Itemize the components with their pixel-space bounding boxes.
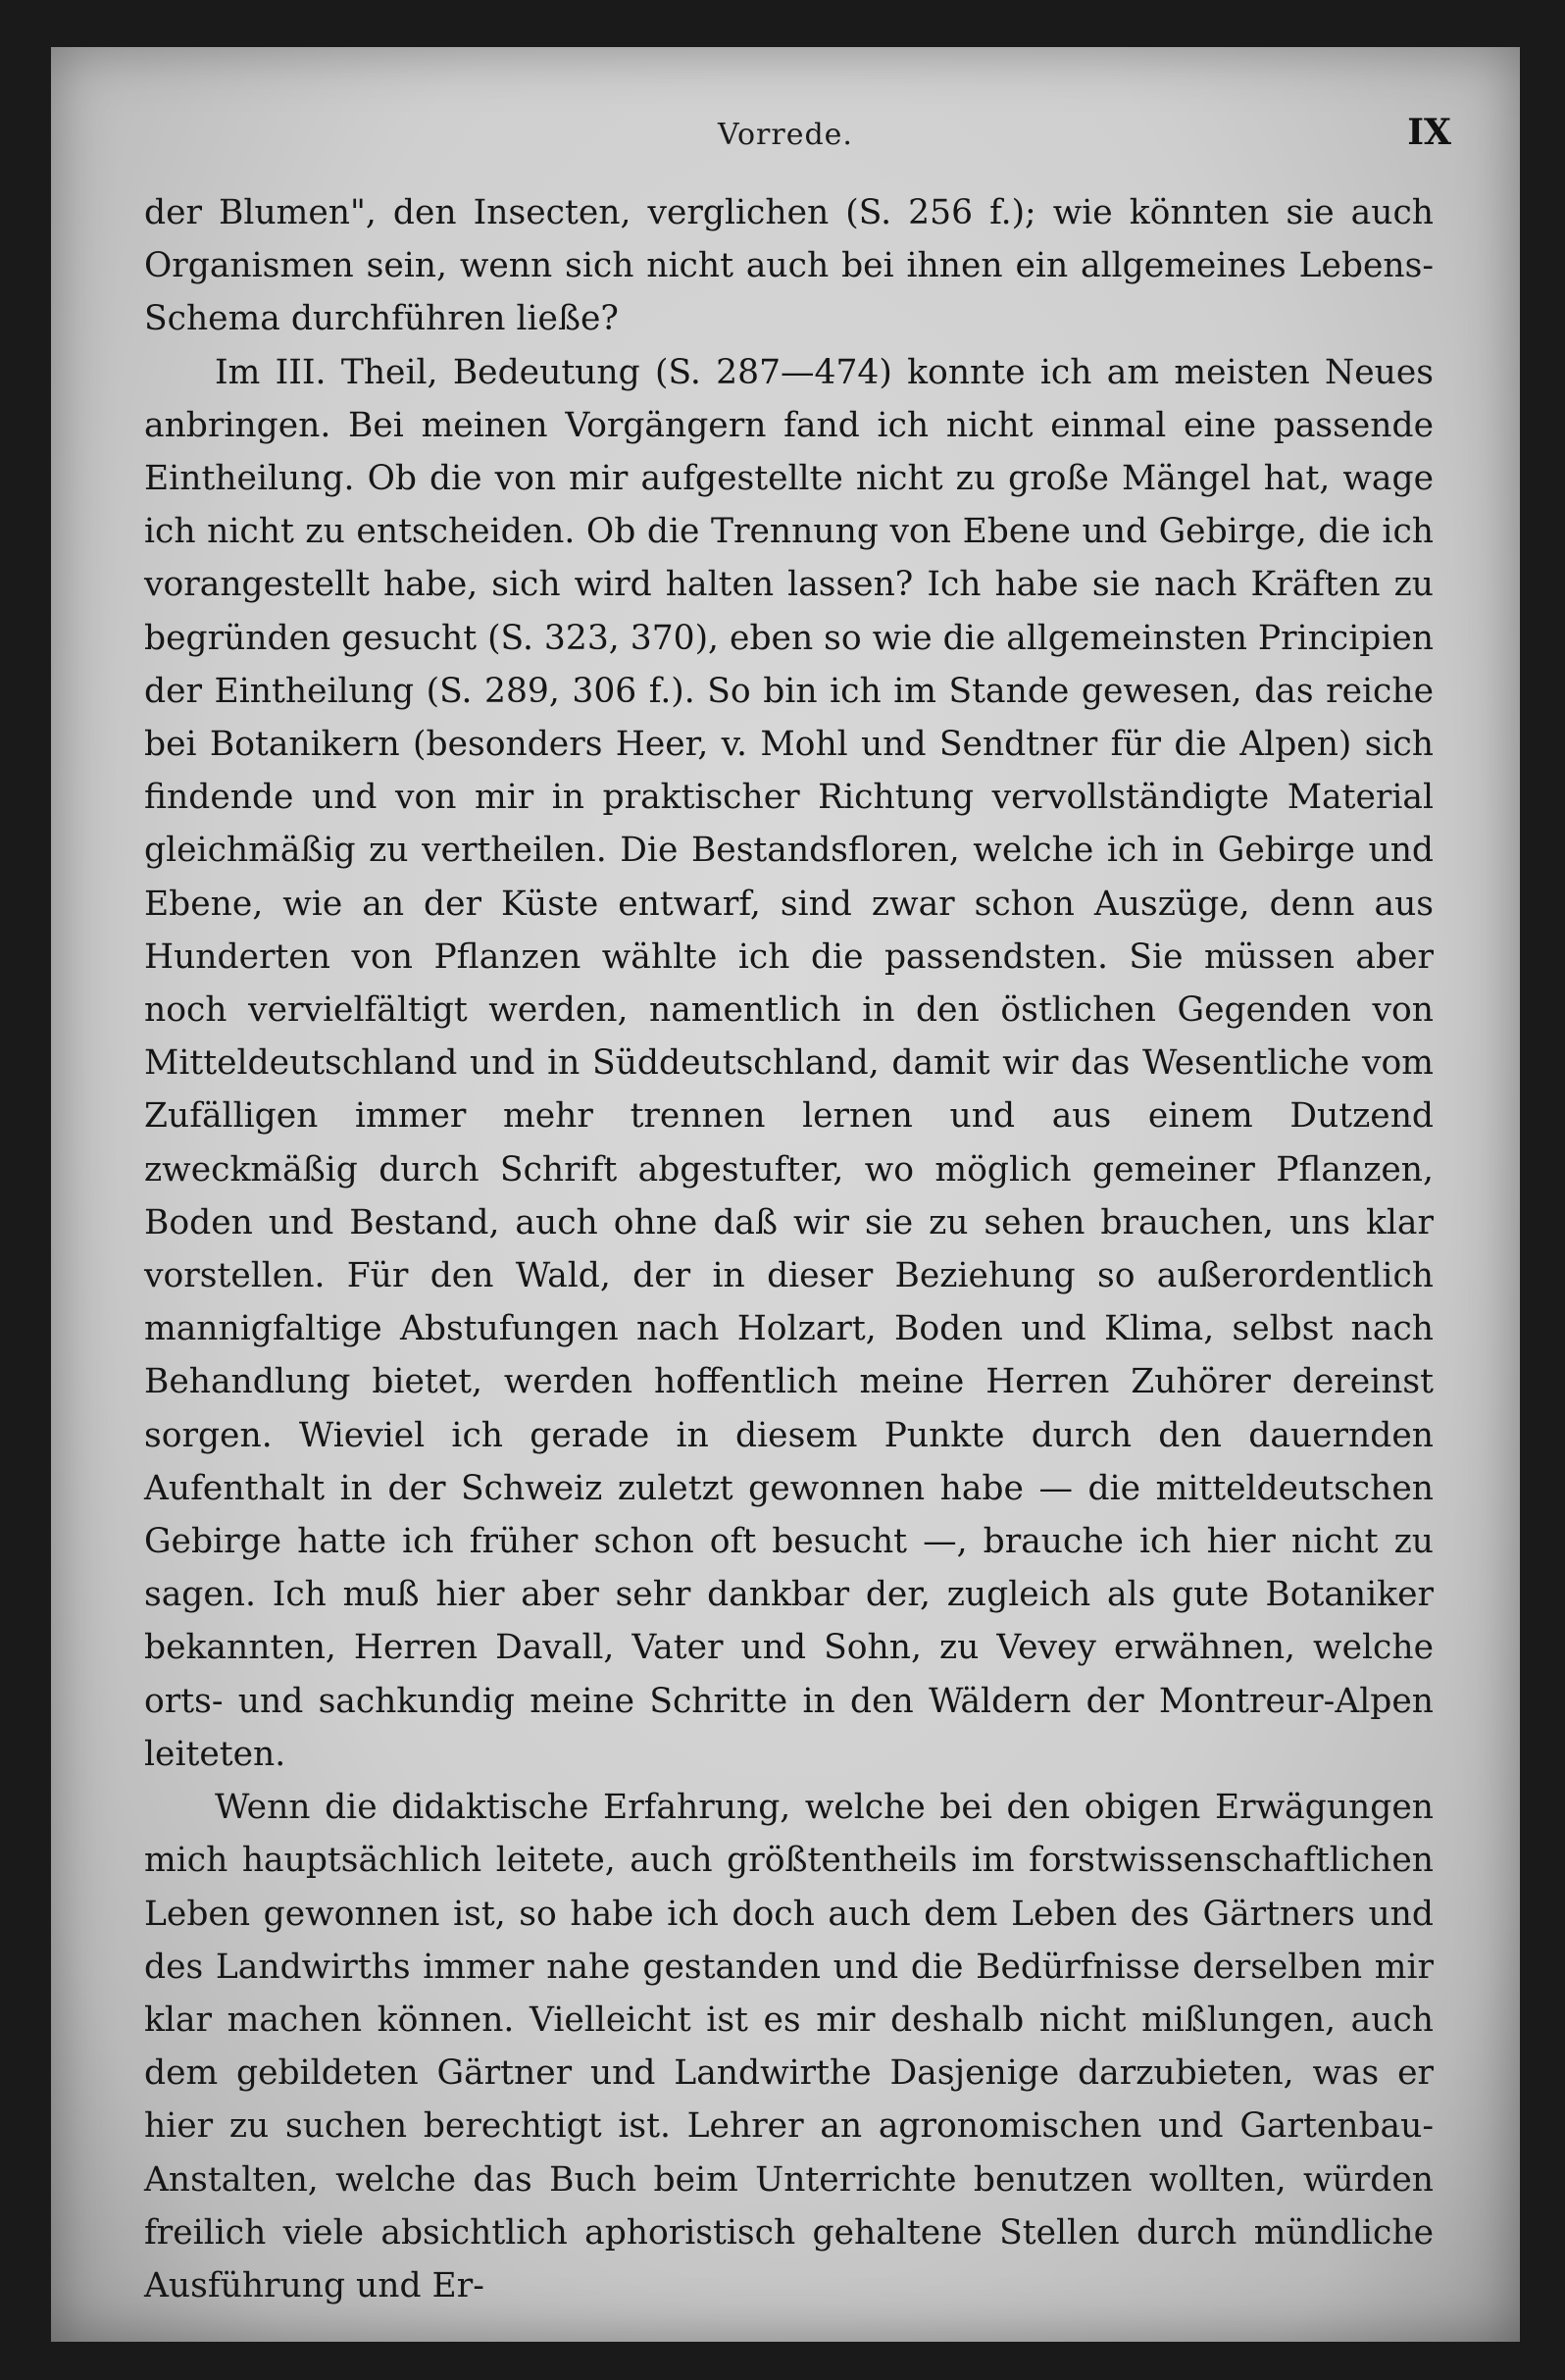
running-head: Vorrede. xyxy=(718,118,853,152)
page-number: IX xyxy=(1407,112,1451,153)
page-header xyxy=(51,112,1520,177)
book-page xyxy=(51,47,1520,2342)
body-text xyxy=(144,186,1434,2312)
paragraph: Im III. Theil, Bedeutung (S. 287—474) konnte ich am meisten Neues anbringen. Bei meinen Vorgängern fand ich nicht einmal eine passende Eintheilung. Ob die von mir aufgestellte nicht zu große Mängel hat, wage ich nicht zu entscheiden. Ob die Trennung von Ebene und Gebirge, die ich vorangestellt habe, sich wird halten lassen? Ich habe sie nach Kräften zu begründen gesucht (S. 323, 370), eben so wie die allgemeinsten Principien der Eintheilung (S. 289, 306 f.). So bin ich im Stande gewesen, das reiche bei Botanikern (besonders Heer, v. Mohl und Sendtner für die Alpen) sich findende und von mir in praktischer Richtung vervollständigte Material gleichmäßig zu vertheilen. Die Bestandsfloren, welche ich in Gebirge und Ebene, wie an der Küste entwarf, sind zwar schon Auszüge, denn aus Hunderten von Pflanzen wählte ich die passendsten. Sie müssen aber noch vervielfältigt werden, namentlich in den östlichen Gegenden von Mitteldeutschland und in Süddeutschland, damit wir das Wesentliche vom Zufälligen immer mehr trennen lernen und aus einem Dutzend zweckmäßig durch Schrift abgestufter, wo möglich gemeiner Pflanzen, Boden und Bestand, auch ohne daß wir sie zu sehen brauchen, uns klar vorstellen. Für den Wald, der in dieser Beziehung so außerordentlich mannigfaltige Abstufungen nach Holzart, Boden und Klima, selbst nach Behandlung bietet, werden hoffentlich meine Herren Zuhörer dereinst sorgen. Wieviel ich gerade in diesem Punkte durch den dauernden Aufenthalt in der Schweiz zuletzt gewonnen habe — die mitteldeutschen Gebirge hatte ich früher schon oft besucht —, brauche ich hier nicht zu sagen. Ich muß hier aber sehr dankbar der, zugleich als gute Botaniker bekannten, Herren Davall, Vater und Sohn, zu Vevey erwähnen, welche orts- und sachkundig meine Schritte in den Wäldern der Montreur-Alpen leiteten. xyxy=(144,352,1434,1774)
paragraph: der Blumen", den Insecten, verglichen (S. 256 f.); wie könnten sie auch Organismen sein, wenn sich nicht auch bei ihnen ein allgemeines Lebens-Schema durchführen ließe? xyxy=(144,193,1434,339)
paragraph: Wenn die didaktische Erfahrung, welche bei den obigen Erwägungen mich hauptsächlich leitete, auch größtentheils im forstwissenschaftlichen Leben gewonnen ist, so habe ich doch auch dem Leben des Gärtners und des Landwirths immer nahe gestanden und die Bedürfnisse derselben mir klar machen können. Vielleicht ist es mir deshalb nicht mißlungen, auch dem gebildeten Gärtner und Landwirthe Dasjenige darzubieten, was er hier zu suchen berechtigt ist. Lehrer an agronomischen und Gartenbau-Anstalten, welche das Buch beim Unterrichte benutzen wollten, würden freilich viele absichtlich aphoristisch gehaltene Stellen durch mündliche Ausführung und Er- xyxy=(144,1788,1434,2305)
